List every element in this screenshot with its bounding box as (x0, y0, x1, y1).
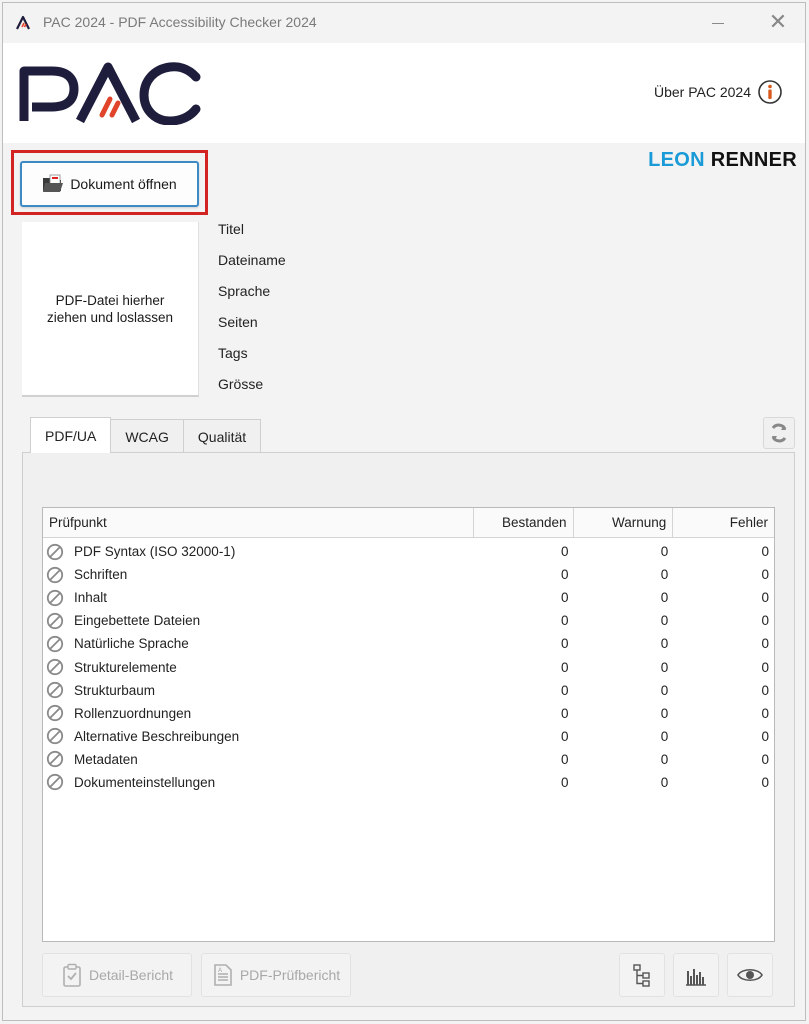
warning-cell: 0 (660, 636, 669, 652)
passed-cell: 0 (561, 613, 569, 629)
error-cell: 0 (761, 636, 769, 652)
close-button[interactable]: ✕ (768, 10, 788, 35)
brand-part-2: RENNER (710, 149, 797, 171)
col-header-checkpoint[interactable]: Prüfpunkt (43, 508, 474, 537)
checkpoint-name: Strukturbaum (74, 682, 156, 698)
checkpoint-name: Eingebettete Dateien (74, 613, 201, 629)
table-row[interactable] (43, 609, 774, 632)
open-document-label: Dokument öffnen (70, 176, 177, 192)
pdf-report-button[interactable] (201, 953, 351, 997)
passed-cell: 0 (561, 590, 569, 606)
passed-cell: 0 (561, 544, 569, 560)
about-label: Über PAC 2024 (653, 84, 751, 100)
detail-report-label: Detail-Bericht (88, 967, 174, 983)
checkpoint-name: Inhalt (74, 590, 108, 606)
warning-cell: 0 (660, 590, 669, 606)
not-checked-icon (46, 566, 64, 584)
passed-cell: 0 (561, 774, 569, 790)
svg-text:A: A (217, 967, 222, 974)
table-row[interactable] (43, 655, 774, 678)
checkpoint-name: PDF Syntax (ISO 32000-1) (74, 544, 236, 560)
preview-button[interactable] (727, 953, 773, 997)
error-cell: 0 (761, 544, 769, 560)
passed-cell: 0 (561, 751, 569, 767)
warning-cell: 0 (660, 751, 669, 767)
error-cell: 0 (761, 751, 769, 767)
window-title: PAC 2024 - PDF Accessibility Checker 2024 (43, 14, 317, 30)
app-window (2, 2, 806, 1021)
tab-bar (30, 417, 260, 453)
table-row[interactable] (43, 679, 774, 702)
pdf-report-label: PDF-Prüfbericht (239, 967, 341, 983)
not-checked-icon (46, 543, 64, 561)
refresh-button[interactable] (763, 417, 795, 449)
checkpoint-cell (43, 750, 474, 768)
checkpoint-cell (43, 635, 474, 653)
brand-logo (648, 149, 797, 172)
passed-cell: 0 (561, 728, 569, 744)
not-checked-icon (46, 681, 64, 699)
structure-tree-button[interactable] (619, 953, 665, 997)
checkpoint-name: Rollenzuordnungen (74, 705, 192, 721)
checkpoint-cell (43, 589, 474, 607)
meta-language-label: Sprache (218, 283, 271, 299)
error-cell: 0 (761, 659, 769, 675)
checkpoint-name: Metadaten (74, 751, 138, 767)
error-cell: 0 (761, 728, 769, 744)
error-cell: 0 (761, 774, 769, 790)
refresh-icon (768, 422, 790, 444)
passed-cell: 0 (561, 705, 569, 721)
brand-part-1: LEON (648, 149, 705, 171)
minimize-button[interactable] (703, 11, 733, 35)
col-header-error[interactable]: Fehler (729, 515, 768, 530)
checkpoint-cell (43, 681, 474, 699)
tab-quality[interactable]: Qualität (183, 419, 261, 453)
checkpoint-name: Dokumenteinstellungen (74, 774, 216, 790)
bar-chart-icon (685, 963, 707, 987)
checkpoint-name: Natürliche Sprache (74, 636, 189, 652)
tab-panel (22, 452, 795, 1007)
passed-cell: 0 (561, 567, 569, 583)
warning-cell: 0 (660, 544, 669, 560)
error-cell: 0 (761, 682, 769, 698)
table-row[interactable] (43, 632, 774, 655)
document-info (218, 219, 286, 405)
col-header-passed[interactable]: Bestanden (474, 508, 574, 537)
folder-open-icon (42, 174, 64, 194)
error-cell: 0 (761, 590, 769, 606)
tab-pdfua[interactable]: PDF/UA (30, 417, 111, 453)
not-checked-icon (46, 658, 64, 676)
warning-cell: 0 (660, 567, 669, 583)
not-checked-icon (46, 635, 64, 653)
not-checked-icon (46, 589, 64, 607)
checkpoint-cell (43, 612, 474, 630)
table-row[interactable] (43, 586, 774, 609)
detail-report-button[interactable] (42, 953, 192, 997)
open-document-button[interactable] (20, 161, 199, 207)
info-icon (757, 79, 783, 105)
drop-zone[interactable] (22, 222, 199, 397)
table-row[interactable] (43, 725, 774, 748)
table-row[interactable] (43, 563, 774, 586)
meta-tags-label: Tags (218, 345, 248, 361)
not-checked-icon (46, 727, 64, 745)
not-checked-icon (46, 773, 64, 791)
not-checked-icon (46, 704, 64, 722)
warning-cell: 0 (660, 728, 669, 744)
checkpoint-cell (43, 566, 474, 584)
error-cell: 0 (761, 705, 769, 721)
checkpoint-cell (43, 543, 474, 561)
clipboard-check-icon (61, 963, 83, 987)
statistics-button[interactable] (673, 953, 719, 997)
table-row[interactable] (43, 540, 774, 563)
checkpoint-name: Schriften (74, 567, 128, 583)
results-table (42, 507, 775, 942)
table-header (43, 508, 774, 538)
table-row[interactable] (43, 702, 774, 725)
warning-cell: 0 (660, 659, 669, 675)
meta-pages-label: Seiten (218, 314, 258, 330)
not-checked-icon (46, 750, 64, 768)
app-logo-icon (14, 14, 32, 32)
header (3, 43, 805, 143)
table-body (43, 538, 774, 794)
meta-filename-label: Dateiname (218, 252, 286, 268)
tree-structure-icon (631, 963, 653, 987)
meta-title-label: Titel (218, 221, 244, 237)
title-bar (3, 3, 805, 43)
checkpoint-name: Alternative Beschreibungen (74, 728, 240, 744)
tab-wcag[interactable]: WCAG (110, 419, 184, 453)
meta-size-label: Grösse (218, 376, 264, 392)
checkpoint-cell (43, 727, 474, 745)
table-row[interactable] (43, 748, 774, 771)
warning-cell: 0 (660, 682, 669, 698)
passed-cell: 0 (561, 682, 569, 698)
passed-cell: 0 (561, 636, 569, 652)
col-header-warning[interactable]: Warnung (574, 508, 674, 537)
document-report-icon (212, 963, 234, 987)
checkpoint-cell (43, 773, 474, 791)
eye-icon (737, 963, 763, 987)
error-cell: 0 (761, 567, 769, 583)
checkpoint-cell (43, 658, 474, 676)
drop-zone-text: PDF-Datei hierher ziehen und loslassen (46, 292, 174, 325)
passed-cell: 0 (561, 659, 569, 675)
not-checked-icon (46, 612, 64, 630)
warning-cell: 0 (660, 774, 669, 790)
checkpoint-cell (43, 704, 474, 722)
pac-logo (18, 59, 203, 125)
checkpoint-name: Strukturelemente (74, 659, 177, 675)
table-row[interactable] (43, 771, 774, 794)
warning-cell: 0 (660, 705, 669, 721)
error-cell: 0 (761, 613, 769, 629)
warning-cell: 0 (660, 613, 669, 629)
about-link[interactable] (654, 79, 783, 105)
